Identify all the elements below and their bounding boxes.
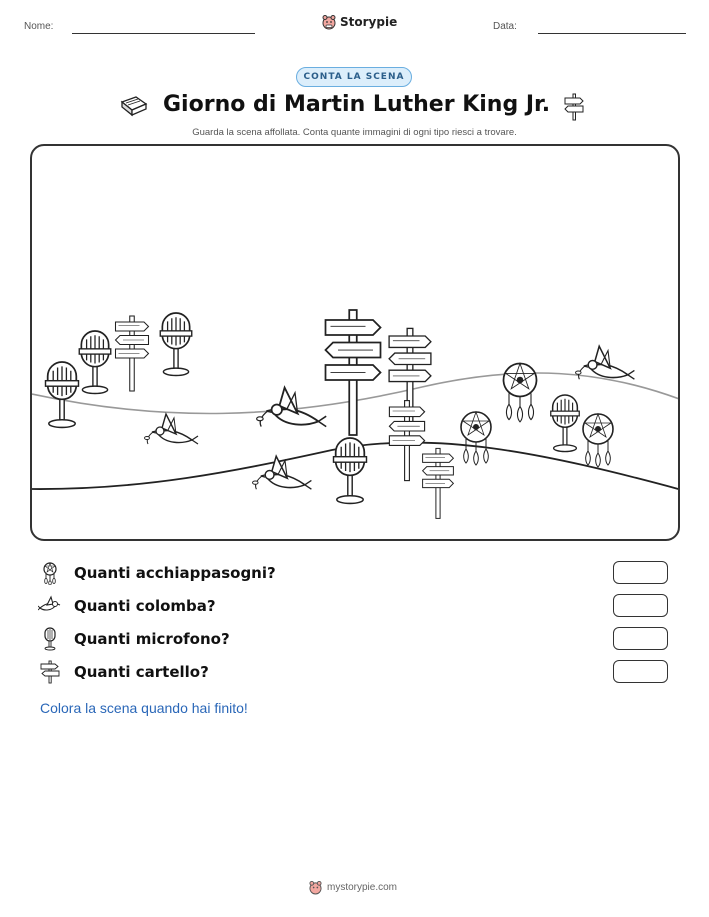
scene-illustration — [30, 144, 680, 541]
storypie-mascot-icon — [309, 880, 322, 895]
page-title: Giorno di Martin Luther King Jr. — [163, 92, 551, 117]
question-text: Quanti microfono? — [74, 630, 230, 648]
signpost — [423, 448, 454, 518]
coloring-instruction: Colora la scena quando hai finito! — [40, 700, 248, 716]
question-text: Quanti cartello? — [74, 663, 209, 681]
dove-icon — [38, 594, 62, 618]
question-row — [38, 660, 678, 686]
microphone — [46, 362, 79, 427]
microphone — [160, 313, 192, 375]
name-label: Nome: — [24, 21, 54, 32]
answer-box[interactable] — [613, 594, 668, 617]
question-row — [38, 561, 678, 587]
question-text: Quanti acchiappasogni? — [74, 564, 276, 582]
site-url[interactable]: mystorypie.com — [327, 882, 398, 893]
site-footer — [309, 880, 397, 895]
signpost — [326, 310, 381, 435]
microphone-icon — [38, 627, 62, 651]
answer-box[interactable] — [613, 561, 668, 584]
signpost — [116, 316, 149, 391]
answer-box[interactable] — [613, 660, 668, 683]
dreamcatcher — [461, 412, 491, 465]
answer-box[interactable] — [613, 627, 668, 650]
question-row — [38, 627, 678, 653]
title-row — [0, 92, 709, 124]
question-text: Quanti colomba? — [74, 597, 216, 615]
book-icon — [118, 92, 150, 120]
signpost — [389, 401, 424, 481]
microphone — [551, 395, 580, 452]
dove — [576, 346, 635, 379]
brand-logo — [322, 14, 397, 30]
question-row — [38, 594, 678, 620]
name-field[interactable] — [72, 33, 255, 34]
microphone — [79, 331, 111, 393]
section-badge: CONTA LA SCENA — [296, 67, 412, 87]
date-field[interactable] — [538, 33, 686, 34]
signpost-icon — [38, 660, 62, 684]
date-label: Data: — [493, 21, 517, 32]
instructions: Guarda la scena affollata. Conta quante immagini di ogni tipo riesci a trovare. — [192, 127, 517, 138]
dreamcatcher — [504, 364, 537, 422]
signpost-icon — [562, 92, 586, 122]
storypie-mascot-icon — [322, 14, 336, 30]
dreamcatcher-icon — [38, 561, 62, 585]
brand-name: Storypie — [340, 15, 398, 29]
microphone — [334, 438, 367, 503]
dove — [145, 414, 199, 444]
dreamcatcher — [583, 414, 613, 467]
